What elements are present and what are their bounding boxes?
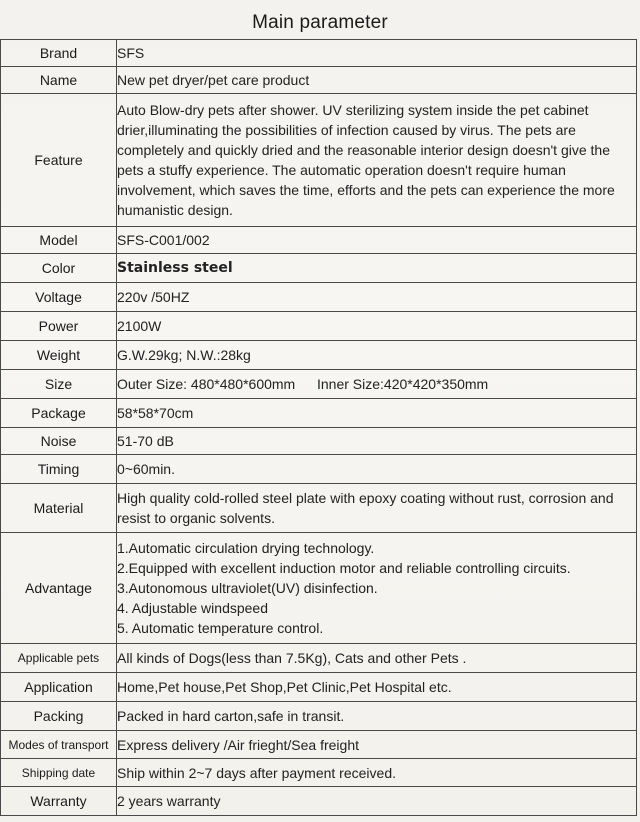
row-label: Model [1, 227, 117, 254]
row-label: Advantage [1, 533, 117, 644]
table-row-packing [1, 702, 637, 731]
advantage-list [117, 533, 637, 644]
row-value: SFS [117, 40, 637, 67]
table-row-weight [1, 341, 637, 370]
page-title: Main parameter [252, 12, 388, 33]
table-row-advantage [1, 533, 637, 644]
table-row-feature [1, 94, 637, 227]
row-value: SFS-C001/002 [117, 227, 637, 254]
table-row-power [1, 312, 637, 341]
row-value: Ship within 2~7 days after payment received. [117, 759, 637, 787]
row-value: Auto Blow-dry pets after shower. UV sterilizing system inside the pet cabinet drier,illuminating the possibilities of infection caused by virus. The pets are completely and quickly dried and the reasonable interior design doesn't give the pets a stuffy experience. The automatic operation doesn't require human involvement, which saves the time, efforts and the pets can experience the more humanistic design. [117, 94, 637, 227]
table-row-model [1, 227, 637, 254]
row-value: 220v /50HZ [117, 283, 637, 312]
row-value: High quality cold-rolled steel plate with epoxy coating without rust, corrosion and resist to organic solvents. [117, 484, 637, 533]
row-value: All kinds of Dogs(less than 7.5Kg), Cats and other Pets . [117, 644, 637, 673]
list-item: 2.Equipped with excellent induction motor and reliable controlling circuits. [117, 560, 571, 576]
row-label: Shipping date [1, 759, 117, 787]
row-value: Stainless steel [117, 254, 637, 283]
row-label: Package [1, 399, 117, 428]
table-row-shipping-date [1, 759, 637, 787]
row-value: 58*58*70cm [117, 399, 637, 428]
table-row-applicable-pets [1, 644, 637, 673]
table-row-name [1, 67, 637, 94]
row-label: Power [1, 312, 117, 341]
row-label: Noise [1, 428, 117, 455]
row-label: Weight [1, 341, 117, 370]
row-label: Modes of transport [1, 731, 117, 759]
row-label: Color [1, 254, 117, 283]
table-row-transport [1, 731, 637, 759]
row-value: 2 years warranty [117, 787, 637, 816]
row-label: Timing [1, 455, 117, 484]
row-label: Size [1, 370, 117, 399]
list-item: 5. Automatic temperature control. [117, 620, 324, 636]
row-label: Brand [1, 40, 117, 67]
table-row-size [1, 370, 637, 399]
table-row-warranty [1, 787, 637, 816]
parameter-table [0, 39, 637, 816]
row-label: Material [1, 484, 117, 533]
row-label: Application [1, 673, 117, 702]
list-item: 4. Adjustable windspeed [117, 600, 268, 616]
row-value: New pet dryer/pet care product [117, 67, 637, 94]
table-row-timing [1, 455, 637, 484]
row-label: Name [1, 67, 117, 94]
row-value: Packed in hard carton,safe in transit. [117, 702, 637, 731]
row-label: Voltage [1, 283, 117, 312]
inner-size: Inner Size:420*420*350mm [317, 376, 489, 392]
table-row-application [1, 673, 637, 702]
table-row-voltage [1, 283, 637, 312]
row-value: Express delivery /Air frieght/Sea freight [117, 731, 637, 759]
row-value: 2100W [117, 312, 637, 341]
table-row-color [1, 254, 637, 283]
table-row-package [1, 399, 637, 428]
row-label: Warranty [1, 787, 117, 816]
row-value [117, 370, 637, 399]
table-row-brand [1, 40, 637, 67]
row-value: G.W.29kg; N.W.:28kg [117, 341, 637, 370]
list-item: 3.Autonomous ultraviolet(UV) disinfection. [117, 580, 378, 596]
row-value: 0~60min. [117, 455, 637, 484]
row-value: Home,Pet house,Pet Shop,Pet Clinic,Pet Hospital etc. [117, 673, 637, 702]
outer-size: Outer Size: 480*480*600mm [117, 376, 296, 392]
table-row-material [1, 484, 637, 533]
row-value: 51-70 dB [117, 428, 637, 455]
row-label: Applicable pets [1, 644, 117, 673]
row-label: Packing [1, 702, 117, 731]
list-item: 1.Automatic circulation drying technology. [117, 540, 375, 556]
table-row-noise [1, 428, 637, 455]
row-label: Feature [1, 94, 117, 227]
